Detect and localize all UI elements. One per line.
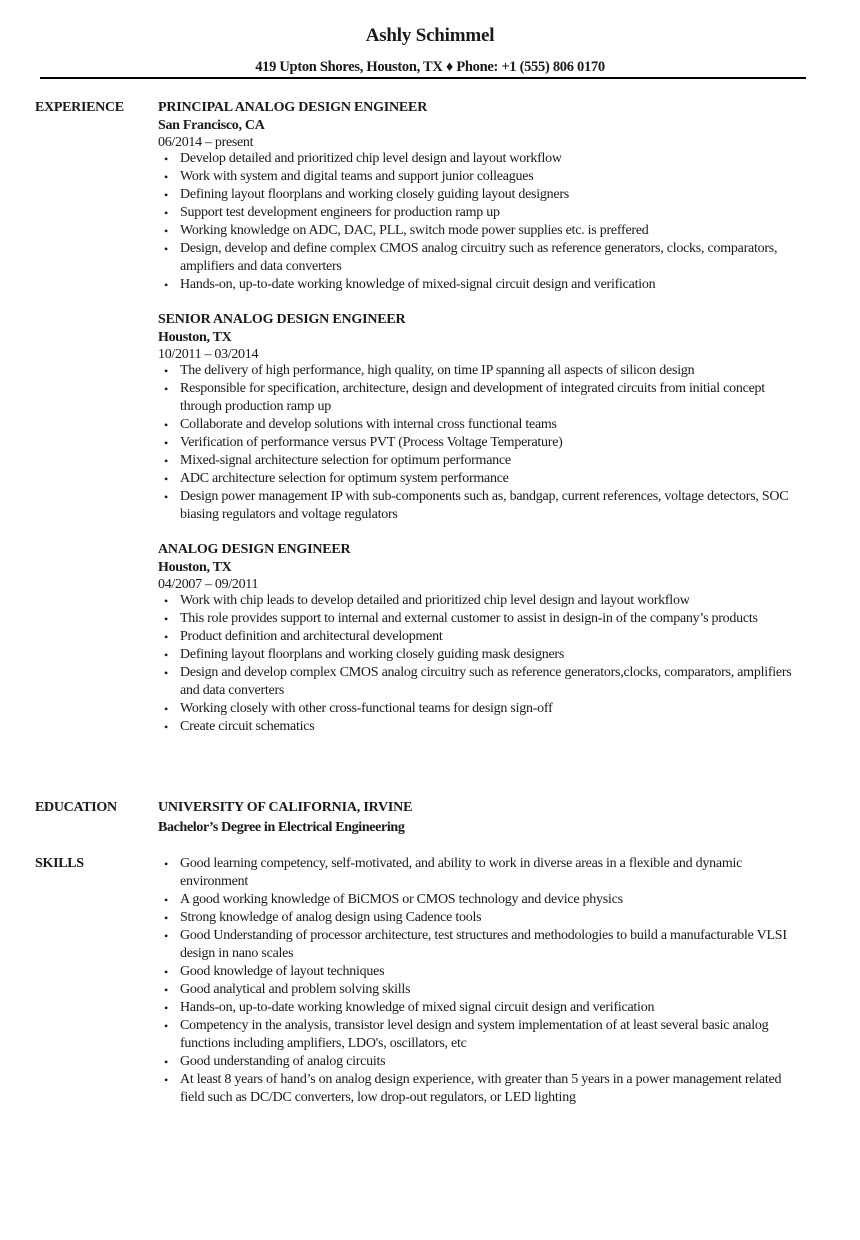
job-location: San Francisco, CA xyxy=(158,118,265,133)
experience-list xyxy=(158,99,808,753)
job-entry xyxy=(158,311,808,524)
job-title: PRINCIPAL ANALOG DESIGN ENGINEER xyxy=(158,100,428,115)
degree-name: Bachelor’s Degree in Electrical Engineering xyxy=(158,820,405,835)
job-bullets xyxy=(158,592,808,736)
section-label-education: EDUCATION xyxy=(35,800,117,815)
job-entry xyxy=(158,541,808,736)
job-dates: 06/2014 – present xyxy=(158,135,254,150)
bullet-item: • Develop detailed and prioritized chip level design and layout workflow xyxy=(158,150,808,168)
header-divider xyxy=(40,77,806,79)
bullet-item: • Design and develop complex CMOS analog circuitry such as reference generators,clocks, comparators, amplifiers and data converters xyxy=(158,664,808,700)
job-location: Houston, TX xyxy=(158,330,232,345)
bullet-item: • Design power management IP with sub-components such as, bandgap, current references, voltage detectors, SOC biasing regulators and voltage regulators xyxy=(158,488,808,524)
contact-line: 419 Upton Shores, Houston, TX ♦ Phone: +1 (555) 806 0170 xyxy=(255,59,605,75)
bullet-item: • Work with chip leads to develop detailed and prioritized chip level design and layout workflow xyxy=(158,592,808,610)
bullet-item: • Defining layout floorplans and working closely guiding layout designers xyxy=(158,186,808,204)
skill-item: • At least 8 years of hand’s on analog design experience, with greater than 5 years in a power management related field such as DC/DC converters, low drop-out regulators, or LED lighting xyxy=(158,1071,808,1107)
skills-list xyxy=(158,855,808,1107)
skill-item: • Good knowledge of layout techniques xyxy=(158,963,808,981)
bullet-item: • Create circuit schematics xyxy=(158,718,808,736)
bullet-item: • Working closely with other cross-functional teams for design sign-off xyxy=(158,700,808,718)
bullet-item: • Working knowledge on ADC, DAC, PLL, switch mode power supplies etc. is preffered xyxy=(158,222,808,240)
job-bullets xyxy=(158,150,808,294)
job-entry xyxy=(158,99,808,294)
skill-item: • A good working knowledge of BiCMOS or CMOS technology and device physics xyxy=(158,891,808,909)
bullet-item: • Verification of performance versus PVT (Process Voltage Temperature) xyxy=(158,434,808,452)
section-label-skills: SKILLS xyxy=(35,856,84,871)
bullet-item: • Mixed-signal architecture selection for optimum performance xyxy=(158,452,808,470)
bullet-item: • ADC architecture selection for optimum system performance xyxy=(158,470,808,488)
bullet-item: • Collaborate and develop solutions with internal cross functional teams xyxy=(158,416,808,434)
job-location: Houston, TX xyxy=(158,560,232,575)
bullet-item: • The delivery of high performance, high quality, on time IP spanning all aspects of silicon design xyxy=(158,362,808,380)
job-bullets xyxy=(158,362,808,524)
section-label-experience: EXPERIENCE xyxy=(35,100,124,115)
skill-item: • Hands-on, up-to-date working knowledge of mixed signal circuit design and verification xyxy=(158,999,808,1017)
skill-item: • Good analytical and problem solving skills xyxy=(158,981,808,999)
school-name: UNIVERSITY OF CALIFORNIA, IRVINE xyxy=(158,800,413,815)
job-title: ANALOG DESIGN ENGINEER xyxy=(158,542,351,557)
skill-item: • Good learning competency, self-motivated, and ability to work in diverse areas in a flexible and dynamic environment xyxy=(158,855,808,891)
bullet-item: • This role provides support to internal and external customer to assist in design-in of the company’s products xyxy=(158,610,808,628)
skill-item: • Competency in the analysis, transistor level design and system implementation of at least several basic analog functions including amplifiers, LDO's, oscillators, etc xyxy=(158,1017,808,1053)
bullet-item: • Hands-on, up-to-date working knowledge of mixed-signal circuit design and verification xyxy=(158,276,808,294)
bullet-item: • Product definition and architectural development xyxy=(158,628,808,646)
bullet-item: • Responsible for specification, architecture, design and development of integrated circuits from initial concept through production ramp up xyxy=(158,380,808,416)
skill-item: • Good understanding of analog circuits xyxy=(158,1053,808,1071)
job-dates: 04/2007 – 09/2011 xyxy=(158,577,259,592)
education-entry xyxy=(158,799,808,839)
skill-item: • Strong knowledge of analog design using Cadence tools xyxy=(158,909,808,927)
skills-list-wrapper xyxy=(158,855,808,1107)
bullet-item: • Work with system and digital teams and support junior colleagues xyxy=(158,168,808,186)
bullet-item: • Design, develop and define complex CMOS analog circuitry such as reference generators, clocks, comparators, amplifiers and data converters xyxy=(158,240,808,276)
job-dates: 10/2011 – 03/2014 xyxy=(158,347,259,362)
candidate-name: Ashly Schimmel xyxy=(365,25,495,46)
bullet-item: • Defining layout floorplans and working closely guiding mask designers xyxy=(158,646,808,664)
resume-header xyxy=(0,24,860,76)
skill-item: • Good Understanding of processor architecture, test structures and methodologies to build a manufacturable VLSI design in nano scales xyxy=(158,927,808,963)
bullet-item: • Support test development engineers for production ramp up xyxy=(158,204,808,222)
job-title: SENIOR ANALOG DESIGN ENGINEER xyxy=(158,312,406,327)
